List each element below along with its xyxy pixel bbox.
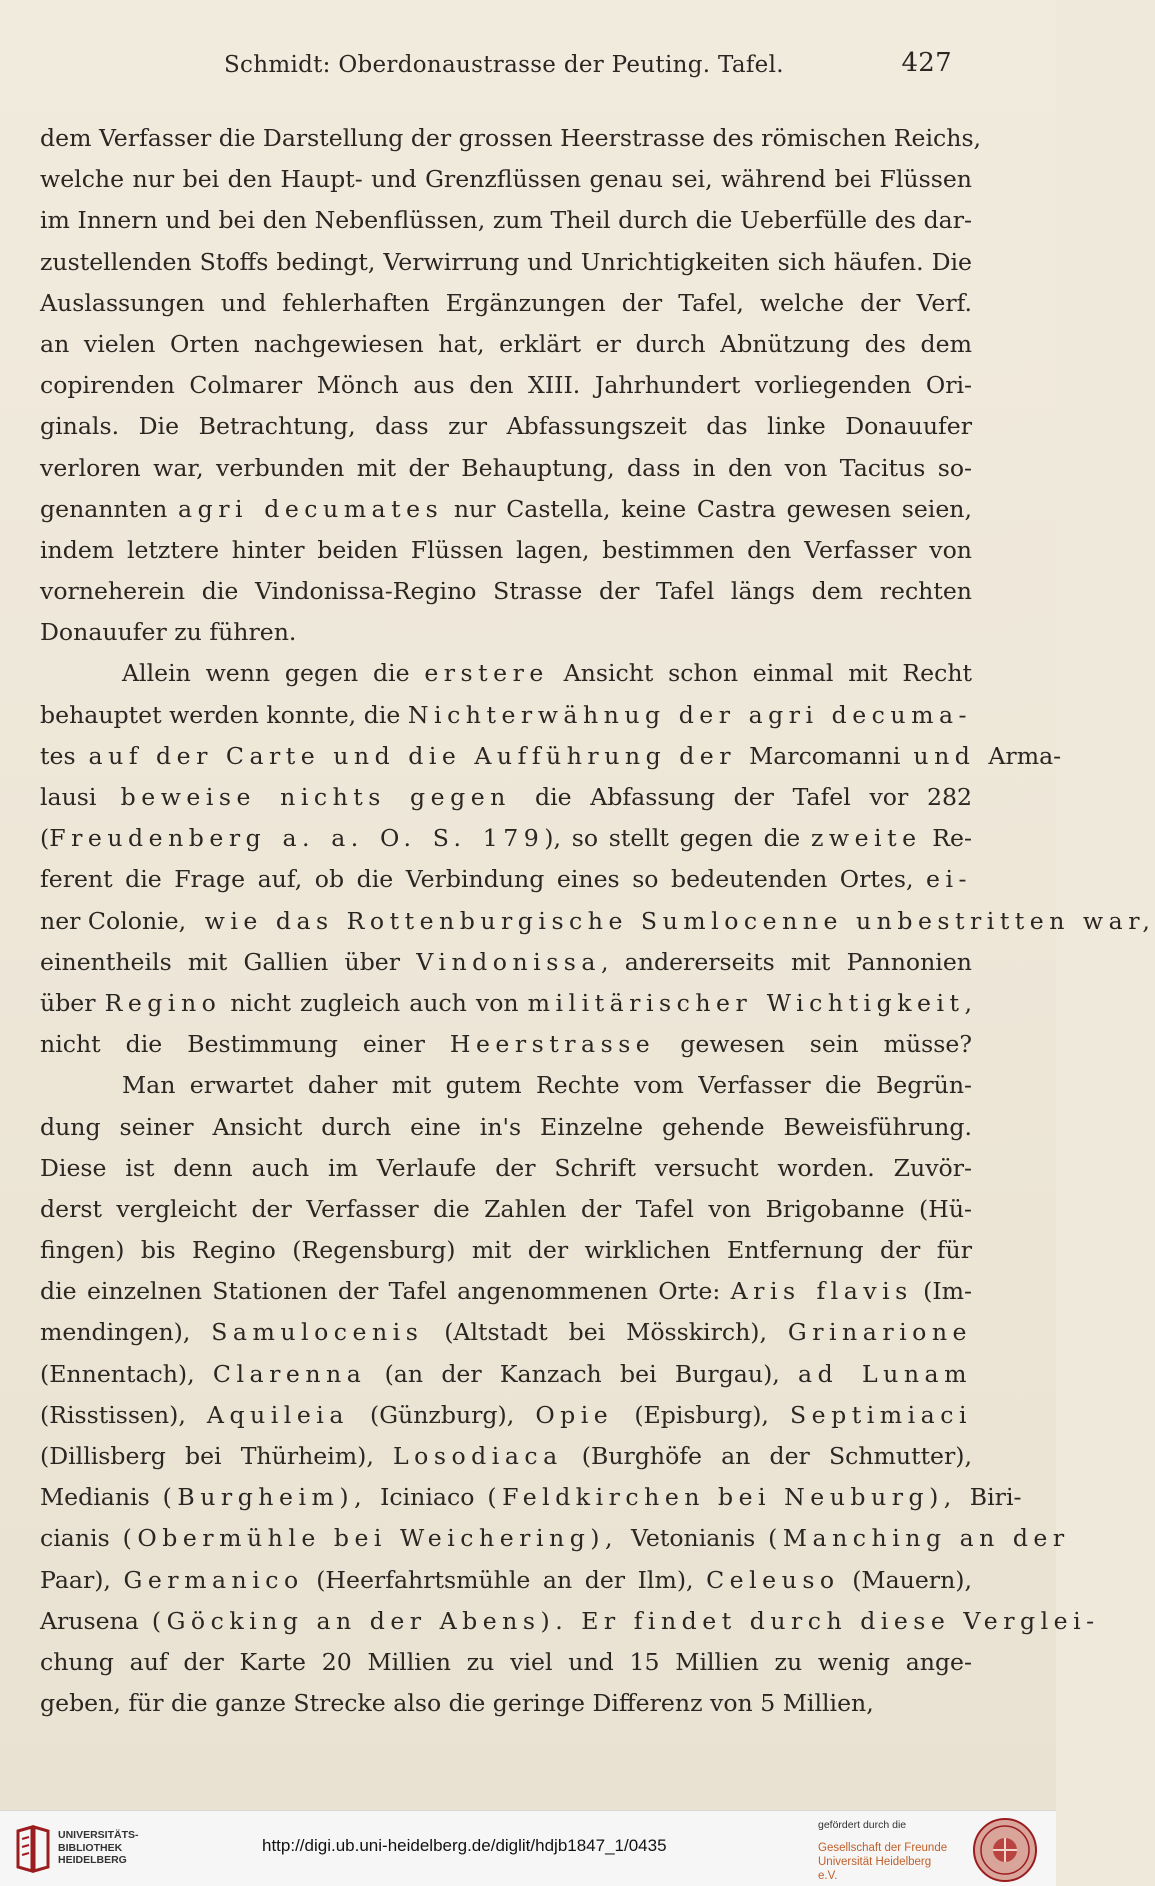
text-segment: , andererseits mit Pannonien [600,947,973,976]
text-segment: im Innern und bei den Nebenflüssen, zum Theil durch die Ueberfülle des dar- [40,206,972,235]
spaced-emphasis: erstere [424,659,549,688]
text-line [40,1107,972,1148]
text-segment: (Günzburg), [348,1400,536,1429]
text-segment: über [40,988,105,1017]
text-segment: ), so stellt gegen die [544,824,811,853]
text-segment: nicht zugleich auch von [221,988,528,1017]
text-line [40,159,972,200]
text-segment: Medianis [40,1483,150,1512]
text-line [40,777,972,818]
running-title: Schmidt: Oberdonaustrasse der Peuting. Tafel. [224,52,784,78]
text-line [40,489,972,530]
text-segment: nicht die Bestimmung einer [40,1030,450,1059]
text-segment: vorneherein die Vindonissa-Regino Strasse der Tafel längs dem rechten [40,577,972,606]
spaced-emphasis: Clarenna [212,1359,367,1388]
text-segment: chung auf der Karte 20 Millien zu viel und 15 Millien zu wenig ange- [40,1647,972,1676]
text-segment: Biri- [969,1483,1022,1512]
text-segment: Allein wenn gegen die [122,659,425,688]
text-segment: Iciniaco [380,1483,475,1512]
text-line [40,1312,972,1353]
spaced-emphasis: (Göcking an der Abens). Er findet durch diese Verglei- [138,1606,1100,1635]
page-number: 427 [901,48,952,78]
text-line [40,406,972,447]
text-segment: (an der Kanzach bei Burgau), [366,1359,799,1388]
text-line [40,448,972,489]
text-segment: Diese ist denn auch im Verlaufe der Schrift versucht worden. Zuvör- [40,1153,972,1182]
text-line [40,1518,1070,1559]
spaced-emphasis: Samulocenis [211,1318,424,1347]
text-segment: die Abfassung der Tafel vor 282 [535,783,972,811]
text-segment: Donauufer zu führen. [40,618,297,647]
text-line [40,200,972,241]
spaced-emphasis: zweite [810,824,922,853]
text-segment: nur Castella, keine Castra gewesen seien, [443,494,973,523]
text-segment: Marcomanni [749,741,901,770]
spaced-emphasis: (Obermühle bei Weichering), [109,1524,631,1553]
spaced-emphasis: ad Lunam [798,1359,972,1388]
text-line [40,1189,972,1230]
text-line [40,653,972,694]
spaced-emphasis: Losodiaca [393,1442,563,1470]
text-segment: lausi [40,783,97,811]
text-line [40,942,972,983]
text-line [40,283,972,324]
body-text [40,118,1155,1724]
text-segment: fingen) bis Regino (Regensburg) mit der wirklichen Entfernung der für [40,1236,972,1265]
spaced-emphasis: Celeuso [706,1565,840,1594]
text-segment: Vetonianis [631,1524,756,1553]
text-segment: ginals. Die Betrachtung, dass zur Abfassungszeit das linke Donauufer [40,412,972,441]
text-segment: Re- [921,824,972,853]
spaced-emphasis: Heerstrasse [449,1030,656,1059]
spaced-emphasis: agri decumates [178,494,444,523]
text-segment: mendingen), [40,1318,212,1347]
footer-bar [0,1810,1056,1886]
text-segment: behauptet werden konnte, die [40,700,408,729]
text-line [40,1065,972,1106]
text-segment: genannten [40,494,179,523]
text-line [40,1271,972,1312]
text-segment: Arusena [40,1606,139,1635]
spaced-emphasis: Nichterwähnug der agri decuma- [407,700,972,729]
text-segment: zustellenden Stoffs bedingt, Verwirrung und Unrichtigkeiten sich häufen. Die [40,247,972,276]
text-segment: copirenden Colmarer Mönch aus den XIII. Jahrhundert vorliegenden Ori- [40,371,972,400]
text-segment: (Risstissen), [40,1400,207,1429]
text-segment: an vielen Orten nachgewiesen hat, erklärt er durch Abnützung des dem [40,329,972,358]
text-line [40,901,1155,942]
text-segment: ferent die Frage auf, ob die Verbindung eines so bedeutenden Ortes, [40,865,927,894]
text-line [40,1436,972,1477]
spaced-emphasis: Aris flavis [730,1277,913,1306]
text-segment: indem letztere hinter beiden Flüssen lagen, bestimmen den Verfasser von [40,535,972,564]
text-segment: (Mauern), [839,1565,972,1594]
text-line [40,983,972,1024]
text-segment: einentheils mit Gallien über [40,947,417,976]
text-segment: welche nur bei den Haupt- und Grenzflüssen genau sei, während bei Flüssen [40,165,972,194]
text-segment: dem Verfasser die Darstellung der grossen Heerstrasse des römischen Reichs, [40,124,982,152]
text-segment: (Im- [912,1277,972,1306]
text-line [40,1354,972,1395]
text-segment: Arma- [988,741,1062,770]
text-segment: die einzelnen Stationen der Tafel angenommenen Orte: [40,1277,731,1306]
spaced-emphasis: beweise nichts gegen [96,783,536,811]
text-line [40,324,972,365]
text-segment: gewesen sein müsse? [655,1030,972,1059]
text-line [40,695,972,736]
text-line [40,859,972,900]
university-seal-icon[interactable] [972,1817,1038,1883]
spaced-emphasis: und [900,741,989,770]
text-segment: derst vergleicht der Verfasser die Zahlen der Tafel von Brigobanne (Hü- [40,1194,972,1223]
spaced-emphasis: (Feldkirchen bei Neuburg), [474,1483,970,1512]
text-segment: (Burghöfe an der Schmutter), [562,1442,972,1470]
text-line [40,1642,972,1683]
text-segment: ner Colonie [40,906,179,935]
text-segment: geben, für die ganze Strecke also die geringe Differenz von 5 Millien, [40,1689,874,1718]
spaced-emphasis: Septimiaci [789,1400,972,1429]
text-segment: cianis [40,1524,110,1553]
text-line [40,365,972,406]
text-segment: Ansicht schon einmal mit Recht [548,659,972,688]
sponsor-name[interactable]: Gesellschaft der Freunde Universität Heidelberg e.V. [818,1842,948,1882]
text-line [40,571,972,612]
text-segment: tes [40,741,76,770]
spaced-emphasis: militärischer Wichtigkeit [527,988,965,1017]
text-segment: ( [40,824,50,853]
spaced-emphasis: auf der Carte und die Aufführung der [75,741,750,770]
library-logo-icon[interactable] [12,1825,54,1875]
text-segment: , [964,988,972,1017]
text-line [40,1024,972,1065]
spaced-emphasis: ei- [926,865,972,894]
spaced-emphasis: (Burgheim), [149,1483,381,1512]
spaced-emphasis: Aquileia [206,1400,349,1429]
text-segment: dung seiner Ansicht durch eine in's Einzelne gehende Beweisführung. [40,1112,972,1141]
text-segment: verloren war, verbunden mit der Behauptung, dass in den von Tacitus so- [40,453,972,482]
text-segment: (Dillisberg bei Thürheim), [40,1442,393,1470]
text-line [40,1395,972,1436]
text-line [40,736,1062,777]
spaced-emphasis: Germanico [123,1565,304,1594]
text-segment: Man erwartet daher mit gutem Rechte vom Verfasser die Begrün- [122,1071,972,1100]
text-line [40,818,972,859]
text-line [40,1601,1100,1642]
text-line [40,1148,972,1189]
text-line [40,1560,972,1601]
text-segment: Auslassungen und fehlerhaften Ergänzungen der Tafel, welche der Verf. [40,288,972,317]
spaced-emphasis: , wie das Rottenburgische Sumlocenne unbestritten war, [178,906,1155,935]
permalink-url[interactable]: http://digi.ub.uni-heidelberg.de/diglit/hdjb1847_1/0435 [262,1836,667,1855]
text-segment: (Episburg), [613,1400,790,1429]
text-line [40,1477,1022,1518]
spaced-emphasis: (Manching an der [755,1524,1070,1553]
text-segment: Paar), [40,1565,124,1594]
text-segment: (Altstadt bei Mösskirch), [423,1318,788,1347]
spaced-emphasis: Grinarione [787,1318,973,1347]
spaced-emphasis: Opie [535,1400,614,1429]
spaced-emphasis: Freudenberg a. a. O. S. 179 [49,824,545,853]
sponsor-note: gefördert durch die [818,1819,907,1831]
library-name: UNIVERSITÄTS- BIBLIOTHEK HEIDELBERG [58,1829,139,1866]
text-line [40,118,982,159]
spaced-emphasis: Regino [104,988,222,1017]
text-segment: (Heerfahrtsmühle an der Ilm), [303,1565,707,1594]
text-line [40,1683,972,1724]
text-line [40,242,972,283]
text-segment: (Ennentach), [40,1359,213,1388]
text-line [40,612,972,653]
text-line [40,530,972,571]
text-line [40,1230,972,1271]
spaced-emphasis: Vindonissa [416,947,601,976]
